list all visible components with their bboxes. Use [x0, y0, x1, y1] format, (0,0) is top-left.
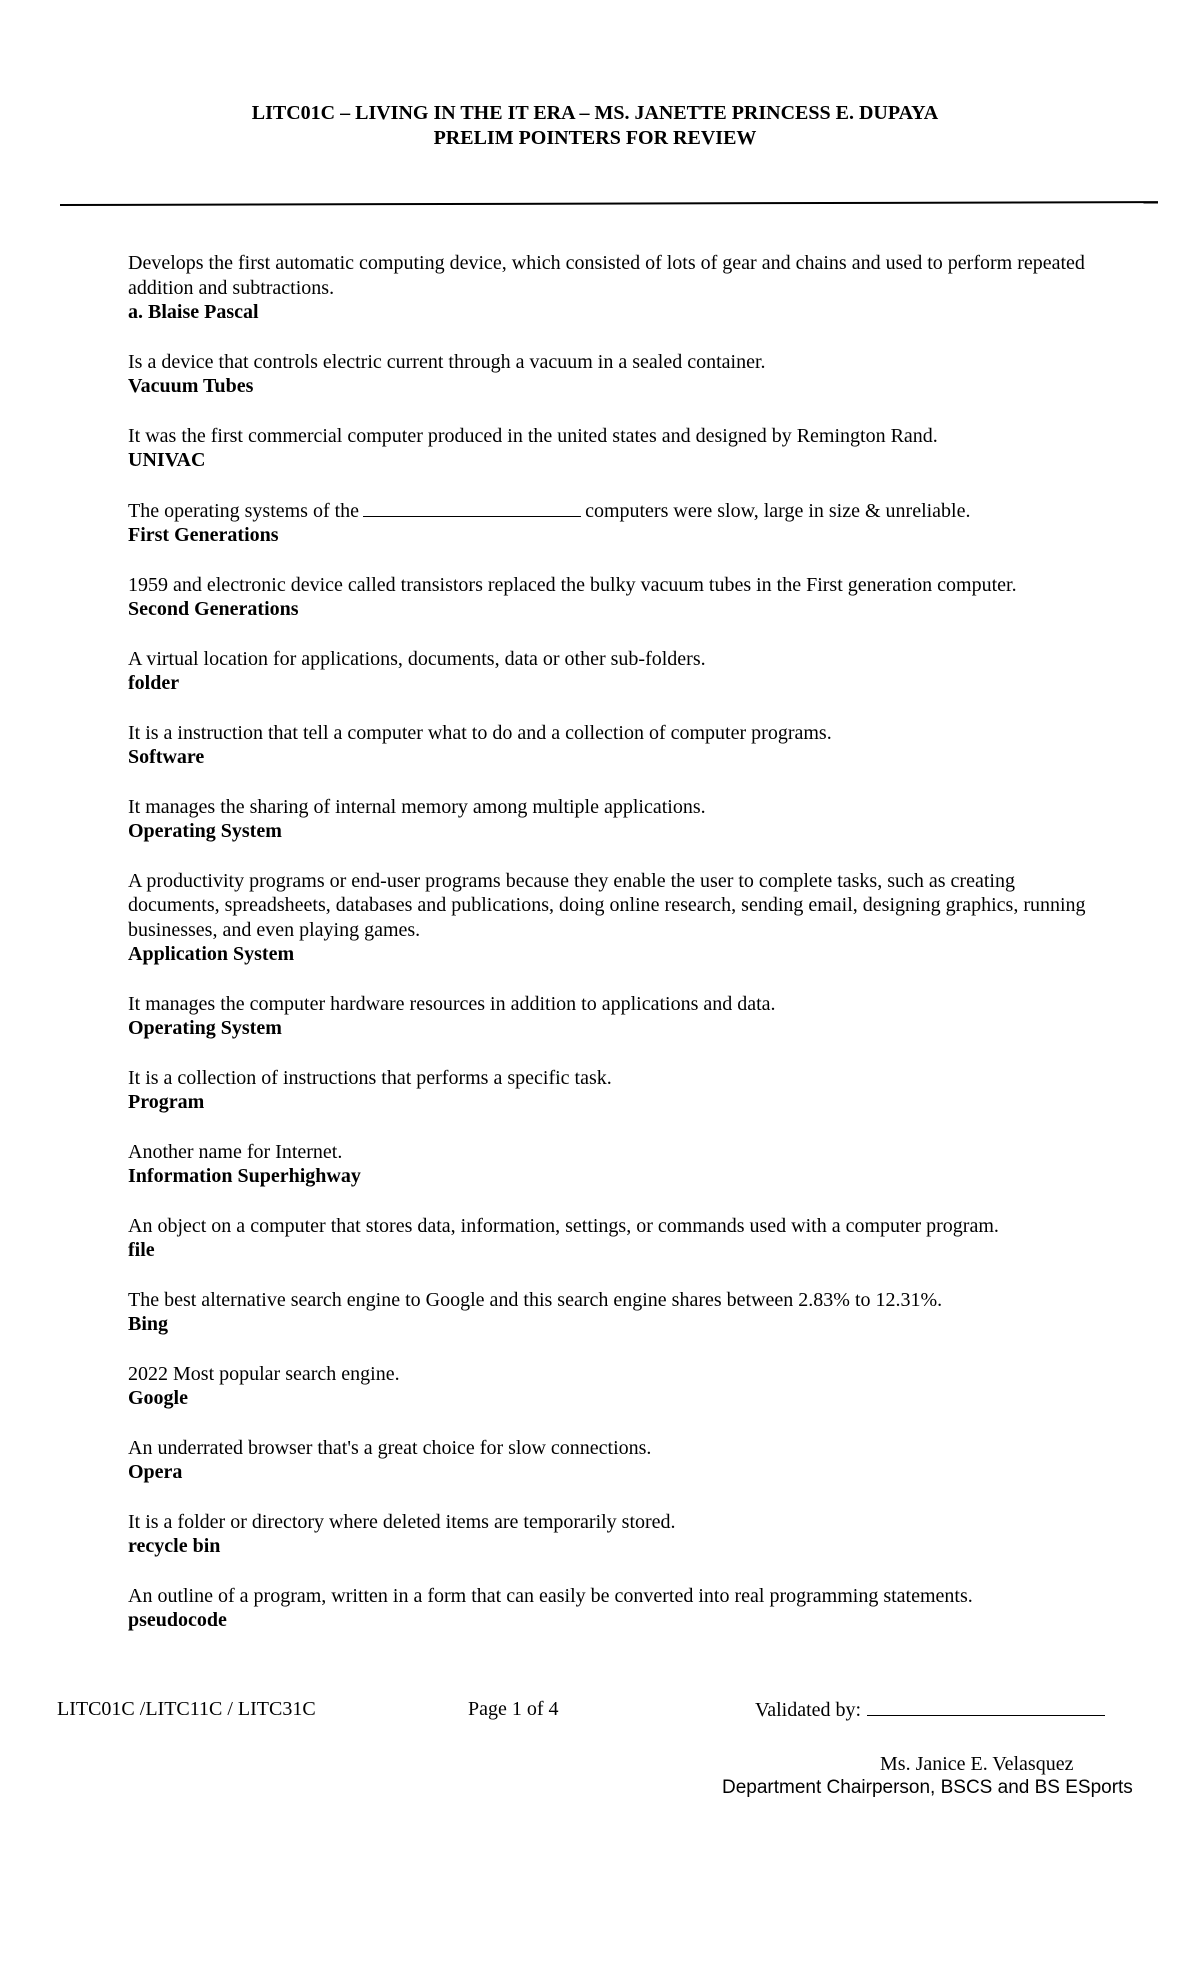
review-item — [128, 424, 1108, 473]
review-answer: folder — [128, 672, 180, 694]
footer-validation — [755, 1697, 1105, 1722]
review-item — [128, 1214, 1108, 1263]
review-answer: Operating System — [128, 820, 282, 842]
review-answer: file — [128, 1239, 155, 1261]
review-answer: First Generations — [128, 524, 279, 546]
document-header — [0, 101, 1190, 151]
review-question: It manages the computer hardware resources in addition to applications and data. — [128, 992, 776, 1015]
review-answer: Bing — [128, 1313, 169, 1335]
review-question — [128, 498, 1108, 524]
review-item — [128, 350, 1108, 399]
signatory-title: Department Chairperson, BSCS and BS ESports — [722, 1777, 1133, 1798]
review-question: The best alternative search engine to Google and this search engine shares between 2.83% to 12.31%. — [128, 1288, 943, 1311]
header-subtitle: PRELIM POINTERS FOR REVIEW — [433, 127, 757, 149]
question-text-after-blank: computers were slow, large in size & unreliable. — [585, 499, 971, 522]
review-question: 2022 Most popular search engine. — [128, 1362, 400, 1385]
footer-course-codes: LITC01C /LITC11C / LITC31C — [57, 1698, 316, 1720]
review-question: It is a instruction that tell a computer what to do and a collection of computer programs. — [128, 721, 832, 744]
review-answer: a. Blaise Pascal — [128, 301, 259, 323]
review-item — [128, 992, 1108, 1041]
review-item — [128, 498, 1108, 548]
header-divider — [60, 201, 1158, 206]
review-question: Another name for Internet. — [128, 1140, 343, 1163]
review-question: Is a device that controls electric current through a vacuum in a sealed container. — [128, 350, 766, 373]
review-question: It manages the sharing of internal memory among multiple applications. — [128, 795, 706, 818]
review-question: Develops the first automatic computing device, which consisted of lots of gear and chains and used to perform repeated addition and subtractions. — [128, 252, 1085, 299]
signature-line — [867, 1697, 1105, 1716]
review-items — [128, 251, 1108, 1658]
review-item — [128, 647, 1108, 696]
review-item — [128, 1436, 1108, 1485]
review-answer: Information Superhighway — [128, 1165, 361, 1187]
footer-page-number: Page 1 of 4 — [468, 1698, 559, 1720]
review-question: An object on a computer that stores data, information, settings, or commands used with a computer program. — [128, 1214, 999, 1237]
review-answer: pseudocode — [128, 1609, 227, 1631]
review-question: It is a collection of instructions that performs a specific task. — [128, 1066, 612, 1089]
review-answer: recycle bin — [128, 1535, 221, 1557]
review-answer: Vacuum Tubes — [128, 375, 254, 397]
review-answer: Operating System — [128, 1017, 282, 1039]
review-answer: UNIVAC — [128, 449, 206, 471]
review-item — [128, 1066, 1108, 1115]
signatory-name: Ms. Janice E. Velasquez — [880, 1753, 1074, 1775]
review-question: A productivity programs or end-user programs because they enable the user to complete tasks, such as creating documents, spreadsheets, databases and publications, doing online research, sending email, designing graphics, running businesses, and even playing games. — [128, 869, 1086, 941]
review-item — [128, 1140, 1108, 1189]
review-item — [128, 795, 1108, 844]
review-item — [128, 251, 1108, 325]
review-answer: Application System — [128, 943, 295, 965]
review-item — [128, 1584, 1108, 1633]
review-question: An underrated browser that's a great choice for slow connections. — [128, 1436, 652, 1459]
review-question: 1959 and electronic device called transistors replaced the bulky vacuum tubes in the First generation computer. — [128, 573, 1017, 596]
review-answer: Google — [128, 1387, 188, 1409]
review-item — [128, 721, 1108, 770]
review-answer: Program — [128, 1091, 205, 1113]
header-course-title: LITC01C – LIVING IN THE IT ERA – MS. JANETTE PRINCESS E. DUPAYA — [251, 102, 939, 124]
question-text-before-blank: The operating systems of the — [128, 499, 360, 522]
review-answer: Opera — [128, 1461, 183, 1483]
review-item — [128, 1362, 1108, 1411]
review-question: An outline of a program, written in a form that can easily be converted into real programming statements. — [128, 1584, 973, 1607]
validated-by-label: Validated by: — [755, 1699, 862, 1721]
review-answer: Second Generations — [128, 598, 299, 620]
review-item — [128, 573, 1108, 622]
review-question: A virtual location for applications, documents, data or other sub-folders. — [128, 647, 706, 670]
review-question: It was the first commercial computer produced in the united states and designed by Remington Rand. — [128, 424, 938, 447]
review-item — [128, 1288, 1108, 1337]
review-item — [128, 869, 1108, 967]
review-answer: Software — [128, 746, 205, 768]
review-question: It is a folder or directory where deleted items are temporarily stored. — [128, 1510, 676, 1533]
review-item — [128, 1510, 1108, 1559]
fill-in-blank — [363, 498, 581, 517]
